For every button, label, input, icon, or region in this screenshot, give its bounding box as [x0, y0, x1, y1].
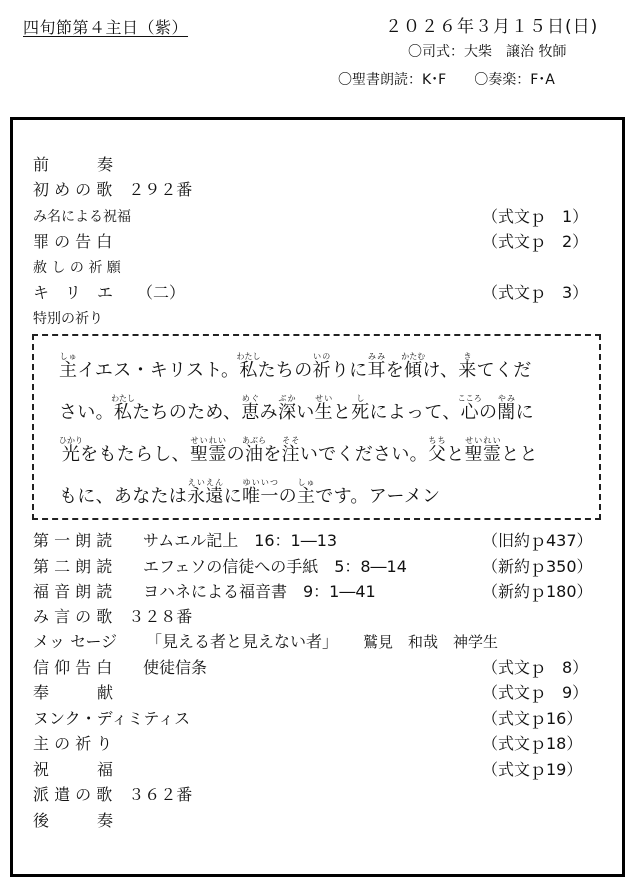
order-item-ref: （新約ｐ350）	[482, 557, 593, 576]
furigana-reading: せいれい	[464, 436, 502, 445]
furigana-reading: そそ	[281, 436, 300, 445]
prayer-line	[59, 394, 534, 425]
prayer-word-with-reading: 光ひかり	[59, 436, 83, 465]
prayer-word-with-reading: 私わたし	[236, 352, 261, 381]
order-item-label: 第 一 朗 読	[33, 531, 113, 550]
prayer-line	[59, 352, 532, 383]
prayer-word-with-reading: 闇やみ	[497, 394, 516, 423]
order-item-sending-hymn	[33, 784, 192, 806]
prayer-text: み	[259, 402, 278, 423]
order-item-confession	[33, 231, 589, 253]
order-item-word-hymn	[33, 606, 192, 628]
reader-label: 〇聖書朗読：K･F	[338, 72, 447, 88]
furigana-reading: ひかり	[59, 436, 83, 445]
order-item-label: 第 二 朗 読	[33, 557, 113, 576]
order-of-service-box	[10, 117, 625, 877]
furigana-reading: しゅ	[59, 352, 78, 361]
order-item-kyrie	[33, 282, 589, 304]
order-item-label: 赦 し の 祈 願	[33, 260, 121, 276]
furigana-reading: えいえん	[187, 478, 224, 487]
service-date: ２０２６年３月１５日(日)	[385, 17, 599, 37]
prayer-text: てくだ	[476, 360, 532, 381]
order-item-label: み名による祝福	[33, 209, 131, 225]
prayer-word-with-reading: 油あぶら	[242, 436, 267, 465]
furigana-reading: ゆいいつ	[242, 478, 279, 487]
order-item-ref: （新約ｐ180）	[482, 582, 593, 601]
order-item-benediction	[33, 759, 583, 781]
order-item-detail: サムエル記上 16：1―13	[143, 531, 338, 550]
furigana-reading: せい	[314, 394, 333, 403]
prayer-text: によって、	[369, 402, 461, 423]
special-prayer-text	[32, 334, 601, 520]
order-item-absolution	[33, 257, 121, 279]
prayer-word-with-reading: 傾かたむ	[401, 352, 426, 381]
prayer-word-with-reading: 聖霊せいれい	[464, 436, 502, 465]
prayer-text: さい。	[59, 402, 114, 423]
order-item-label: 祝 福	[33, 760, 114, 779]
order-item-label: み 言 の 歌 ３２８番	[33, 607, 193, 626]
order-item-label: メッ セージ	[33, 632, 118, 651]
furigana-reading: し	[351, 394, 370, 403]
furigana-reading: やみ	[497, 394, 516, 403]
furigana-reading: わたし	[111, 394, 136, 403]
furigana-reading: ちち	[427, 436, 447, 445]
order-item-first-reading	[33, 530, 593, 552]
furigana-reading: き	[458, 352, 477, 361]
prayer-word-with-reading: 死し	[351, 394, 370, 423]
reader-music-line	[338, 69, 555, 89]
music-label: 〇奏楽：F･A	[474, 72, 555, 88]
prayer-word-with-reading: 生せい	[314, 394, 333, 423]
prayer-text: に	[223, 486, 243, 507]
prayer-text: の	[226, 444, 245, 465]
order-item-postlude	[33, 810, 113, 832]
order-item-detail: エフェソの信徒への手紙 5：8―14	[143, 557, 407, 576]
prayer-text: を	[263, 444, 282, 465]
prayer-word-with-reading: 来き	[458, 352, 477, 381]
order-item-nunc-dimittis	[33, 708, 583, 730]
order-item-ref: （式文ｐ19）	[482, 760, 583, 779]
order-item-label: 前 奏	[33, 155, 114, 174]
order-item-label: 主 の 祈 り	[33, 734, 113, 753]
prayer-word-with-reading: 注そそ	[281, 436, 300, 465]
order-item-blessing-in-name	[33, 206, 589, 228]
prayer-text: に	[515, 402, 534, 423]
prayer-text: です。アーメン	[315, 486, 441, 507]
prayer-text: を	[385, 360, 405, 381]
order-item-second-reading	[33, 556, 593, 578]
order-item-ref: （式文ｐ 3）	[482, 283, 589, 302]
order-item-label: 福 音 朗 読	[33, 582, 113, 601]
order-item-label: キ リ エ （二）	[33, 283, 186, 302]
officiant-line: 〇司式：大柴 譲治 牧師	[408, 44, 567, 60]
order-item-ref: （式文ｐ16）	[482, 709, 583, 728]
order-item-ref: （式文ｐ 8）	[482, 658, 589, 677]
order-item-prelude	[33, 154, 113, 176]
order-item-label: 派 遣 の 歌 ３６２番	[33, 785, 193, 804]
prayer-word-with-reading: 永遠えいえん	[187, 478, 224, 507]
prayer-word-with-reading: 祈いの	[312, 352, 331, 381]
order-item-ref: （式文ｐ 2）	[482, 232, 589, 251]
order-item-ref: （式文ｐ 1）	[482, 207, 589, 226]
order-item-ref: （式文ｐ18）	[482, 734, 583, 753]
order-item-lords-prayer	[33, 733, 583, 755]
prayer-word-with-reading: 聖霊せいれい	[189, 436, 227, 465]
prayer-text: の	[478, 402, 498, 423]
prayer-text: りに	[330, 360, 368, 381]
order-item-label: 信 仰 告 白	[33, 658, 113, 677]
furigana-reading: かたむ	[401, 352, 426, 361]
prayer-word-with-reading: 耳みみ	[367, 352, 386, 381]
prayer-text: もに、あなたは	[59, 486, 188, 507]
order-item-opening-hymn	[33, 179, 192, 201]
order-item-label: ヌンク・ディミティス	[33, 709, 191, 728]
prayer-word-with-reading: 父ちち	[427, 436, 447, 465]
furigana-reading: あぶら	[242, 436, 267, 445]
service-title: 四旬節第４主日（紫）	[23, 18, 189, 37]
order-item-detail: 使徒信条	[143, 658, 208, 677]
prayer-word-with-reading: 恵めぐ	[241, 394, 260, 423]
order-item-detail: ヨハネによる福音書 9：1―41	[143, 582, 376, 601]
furigana-reading: こころ	[457, 394, 482, 403]
prayer-text: い	[296, 402, 315, 423]
furigana-reading: めぐ	[241, 394, 260, 403]
order-item-label: 後 奏	[33, 811, 114, 830]
prayer-text: け、	[422, 360, 459, 381]
order-item-offering	[33, 682, 589, 704]
prayer-text: とと	[501, 444, 538, 465]
order-item-special-prayer	[33, 308, 103, 330]
order-item-label: 奉 献	[33, 683, 114, 702]
order-item-ref: （式文ｐ 9）	[482, 683, 589, 702]
prayer-word-with-reading: 主しゅ	[59, 352, 78, 381]
prayer-line	[59, 478, 441, 509]
order-item-creed	[33, 657, 589, 679]
prayer-word-with-reading: 私わたし	[111, 394, 136, 423]
prayer-text: と	[332, 402, 352, 423]
furigana-reading: みみ	[367, 352, 386, 361]
prayer-line	[59, 436, 538, 467]
prayer-text: と	[446, 444, 465, 465]
prayer-word-with-reading: 深ぶか	[277, 394, 297, 423]
prayer-text: の	[278, 486, 297, 507]
sermon-title: 「見える者と見えない者」	[146, 632, 339, 651]
furigana-reading: ぶか	[277, 394, 297, 403]
order-item-label: 初 め の 歌 ２９２番	[33, 180, 193, 199]
order-item-message	[33, 631, 499, 653]
furigana-reading: わたし	[236, 352, 261, 361]
order-item-label: 罪 の 告 白	[33, 232, 113, 251]
order-item-label: 特別の祈り	[33, 311, 103, 327]
preacher-name: 鷲見 和哉 神学生	[363, 633, 499, 651]
prayer-word-with-reading: 唯一ゆいいつ	[242, 478, 279, 507]
prayer-text: イエス・キリスト。	[77, 360, 240, 381]
furigana-reading: せいれい	[189, 436, 227, 445]
order-item-ref: （旧約ｐ437）	[482, 531, 593, 550]
furigana-reading: いの	[312, 352, 331, 361]
order-item-gospel-reading	[33, 581, 593, 603]
prayer-text: をもたらし、	[80, 444, 190, 465]
prayer-word-with-reading: 主しゅ	[296, 478, 316, 507]
furigana-reading: しゅ	[296, 478, 316, 487]
prayer-text: いでください。	[299, 444, 428, 465]
prayer-word-with-reading: 心こころ	[457, 394, 482, 423]
prayer-text: たちの	[257, 360, 313, 381]
prayer-text: たちのため、	[132, 402, 242, 423]
